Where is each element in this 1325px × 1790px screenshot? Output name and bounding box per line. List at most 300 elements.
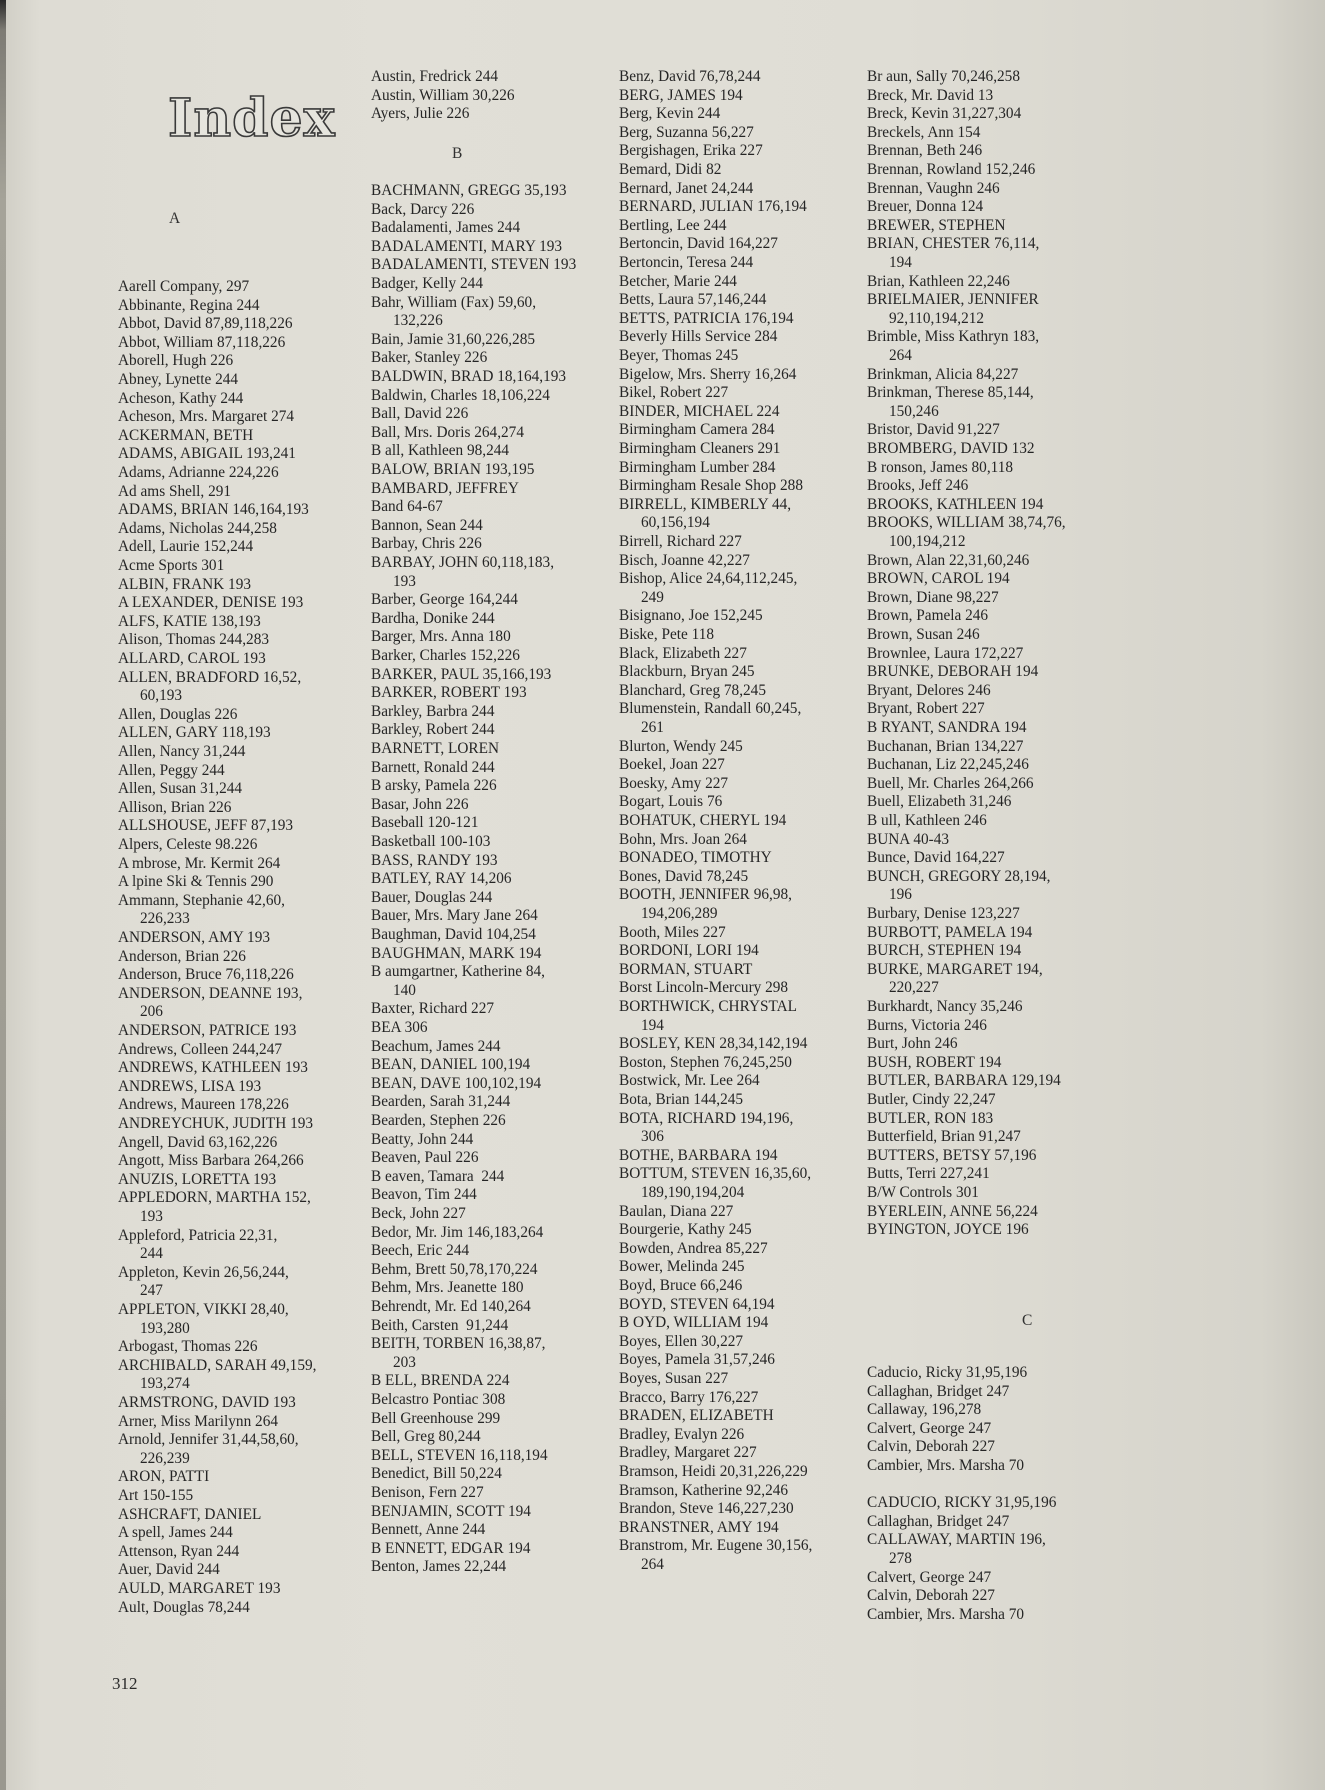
entry-text: Bearden, Sarah 31,244 bbox=[371, 1093, 511, 1111]
index-entry bbox=[619, 403, 779, 422]
index-entry bbox=[118, 1524, 233, 1543]
entry-text: ARON, PATTI bbox=[118, 1468, 210, 1486]
index-entry bbox=[371, 1279, 524, 1298]
index-entry bbox=[619, 198, 807, 217]
entry-text: Brooks, Jeff 246 bbox=[867, 477, 969, 495]
index-entry bbox=[619, 682, 766, 701]
index-entry bbox=[118, 1096, 289, 1115]
index-entry bbox=[118, 1338, 258, 1357]
entry-text: Brian, Kathleen 22,246 bbox=[867, 272, 1010, 290]
entry-text: Beaven, Paul 226 bbox=[371, 1149, 479, 1167]
entry-text: Bisignano, Joe 152,245 bbox=[619, 607, 763, 625]
entry-text: Bota, Brian 144,245 bbox=[619, 1091, 744, 1108]
entry-text: BACHMANN, GREGG 35,193 bbox=[371, 182, 567, 199]
entry-text: BOTHE, BARBARA 194 bbox=[619, 1146, 778, 1164]
entry-text: Arnold, Jennifer 31,44,58,60, bbox=[118, 1431, 299, 1449]
index-entry bbox=[118, 315, 293, 334]
index-entry bbox=[371, 405, 468, 424]
index-entry bbox=[867, 700, 985, 719]
index-entry bbox=[619, 161, 721, 180]
entry-text: Baker, Stanley 226 bbox=[371, 349, 488, 367]
index-entry bbox=[371, 1131, 473, 1150]
entry-text: Bahr, William (Fax) 59,60, bbox=[371, 293, 537, 311]
entry-continuation: 193,274 bbox=[140, 1375, 190, 1393]
entry-text: Brimble, Miss Kathryn 183, bbox=[867, 328, 1040, 346]
index-entry bbox=[867, 124, 980, 143]
index-entry bbox=[867, 1165, 990, 1184]
section-letter: B bbox=[452, 145, 463, 162]
entry-text: BURCH, STEPHEN 194 bbox=[867, 942, 1022, 960]
entry-text: Beachum, James 244 bbox=[371, 1037, 501, 1055]
entry-text: Betts, Laura 57,146,244 bbox=[619, 291, 767, 309]
index-entry bbox=[118, 1041, 282, 1060]
index-entry bbox=[118, 352, 233, 371]
index-entry bbox=[867, 87, 993, 106]
index-entry bbox=[619, 868, 748, 887]
index-entry bbox=[371, 442, 509, 461]
index-entry bbox=[118, 520, 277, 539]
index-entry bbox=[118, 1264, 289, 1301]
index-entry bbox=[619, 142, 763, 161]
entry-text: Bertoncin, Teresa 244 bbox=[619, 254, 754, 271]
index-entry bbox=[619, 1277, 742, 1296]
entry-text: Buchanan, Brian 134,227 bbox=[867, 737, 1024, 755]
entry-text: Calvin, Deborah 227 bbox=[867, 1587, 995, 1605]
index-entry bbox=[619, 235, 778, 254]
entry-text: Bigelow, Mrs. Sherry 16,264 bbox=[619, 365, 797, 383]
entry-text: Bramson, Katherine 92,246 bbox=[619, 1481, 789, 1499]
entry-text: Behm, Brett 50,78,170,224 bbox=[371, 1260, 538, 1278]
index-entry bbox=[619, 1072, 760, 1091]
index-entry bbox=[867, 719, 1027, 738]
index-entry bbox=[371, 666, 551, 685]
index-entry bbox=[619, 1407, 774, 1426]
entry-text: Bertling, Lee 244 bbox=[619, 216, 727, 234]
entry-text: Booth, Miles 227 bbox=[619, 923, 726, 941]
index-entry bbox=[371, 1410, 500, 1429]
entry-text: A mbrose, Mr. Kermit 264 bbox=[118, 854, 281, 872]
index-entry bbox=[118, 1487, 193, 1506]
entry-text: Anderson, Bruce 76,118,226 bbox=[118, 966, 294, 984]
entry-text: Boekel, Joan 227 bbox=[619, 756, 725, 774]
page-title: Index bbox=[168, 88, 336, 149]
index-entry bbox=[867, 1147, 1036, 1166]
entry-text: BOSLEY, KEN 28,34,142,194 bbox=[619, 1035, 808, 1053]
entry-text: Bradley, Evalyn 226 bbox=[619, 1425, 745, 1443]
index-entry bbox=[619, 533, 742, 552]
index-entry bbox=[371, 68, 498, 87]
index-entry bbox=[619, 124, 754, 143]
entry-text: B aumgartner, Katherine 84, bbox=[371, 963, 545, 981]
index-entry bbox=[371, 703, 494, 722]
index-entry bbox=[867, 1401, 981, 1420]
index-entry bbox=[867, 1383, 1009, 1402]
index-entry bbox=[867, 1221, 1029, 1240]
index-entry bbox=[371, 721, 494, 740]
entry-text: Beavon, Tim 244 bbox=[371, 1186, 477, 1204]
entry-text: Bedor, Mr. Jim 146,183,264 bbox=[371, 1223, 544, 1241]
index-entry bbox=[371, 833, 490, 852]
index-entry bbox=[867, 1569, 991, 1588]
entry-continuation: 140 bbox=[393, 981, 416, 999]
entry-text: Boyes, Pamela 31,57,246 bbox=[619, 1351, 775, 1369]
index-entry bbox=[371, 1465, 502, 1484]
entry-text: BUTLER, RON 183 bbox=[867, 1109, 994, 1127]
entry-text: Back, Darcy 226 bbox=[371, 200, 475, 218]
entry-continuation: 132,226 bbox=[393, 312, 443, 330]
entry-text: ARMSTRONG, DAVID 193 bbox=[118, 1394, 296, 1411]
entry-text: Barber, George 164,244 bbox=[371, 591, 518, 609]
index-entry bbox=[118, 1431, 299, 1468]
entry-text: Bauer, Mrs. Mary Jane 264 bbox=[371, 907, 538, 925]
entry-text: Bogart, Louis 76 bbox=[619, 793, 723, 811]
index-entry bbox=[867, 180, 1000, 199]
entry-text: A spell, James 244 bbox=[118, 1524, 233, 1542]
entry-text: Buchanan, Liz 22,245,246 bbox=[867, 756, 1029, 774]
index-entry bbox=[619, 812, 786, 831]
index-entry bbox=[619, 849, 772, 868]
entry-text: Bracco, Barry 176,227 bbox=[619, 1388, 759, 1406]
index-entry bbox=[619, 1351, 775, 1370]
entry-text: BURBOTT, PAMELA 194 bbox=[867, 923, 1033, 941]
index-entry bbox=[619, 570, 797, 607]
index-entry bbox=[619, 756, 725, 775]
entry-text: Barker, Charles 152,226 bbox=[371, 647, 520, 664]
entry-text: Brown, Diane 98,227 bbox=[867, 588, 999, 606]
index-entry bbox=[619, 328, 777, 347]
entry-text: BADALAMENTI, STEVEN 193 bbox=[371, 256, 577, 274]
index-entry bbox=[619, 1519, 779, 1538]
index-entry bbox=[371, 926, 536, 945]
index-entry bbox=[118, 817, 293, 836]
entry-continuation: 60,193 bbox=[140, 687, 183, 705]
index-entry bbox=[867, 552, 1029, 571]
entry-continuation: 194,206,289 bbox=[641, 904, 718, 922]
index-entry bbox=[118, 1059, 308, 1078]
index-entry bbox=[371, 331, 535, 350]
entry-text: Alpers, Celeste 98.226 bbox=[118, 836, 258, 853]
entry-text: Ball, David 226 bbox=[371, 405, 469, 423]
entry-text: Burkhardt, Nancy 35,246 bbox=[867, 998, 1023, 1015]
entry-continuation: 244 bbox=[140, 1245, 163, 1263]
entry-text: Bemard, Didi 82 bbox=[619, 161, 722, 178]
entry-text: BROOKS, KATHLEEN 194 bbox=[867, 495, 1044, 513]
entry-text: Bennett, Anne 244 bbox=[371, 1521, 486, 1539]
entry-text: ASHCRAFT, DANIEL bbox=[118, 1505, 262, 1523]
index-entry bbox=[118, 1022, 296, 1041]
index-entry bbox=[371, 1168, 504, 1187]
entry-text: Art 150-155 bbox=[118, 1487, 194, 1504]
index-entry bbox=[118, 780, 242, 799]
index-entry bbox=[867, 477, 968, 496]
entry-text: Ayers, Julie 226 bbox=[371, 105, 470, 123]
entry-continuation: 100,194,212 bbox=[889, 532, 966, 550]
entry-text: ANDERSON, DEANNE 193, bbox=[118, 984, 303, 1002]
index-entry bbox=[619, 1054, 792, 1073]
entry-text: Bisch, Joanne 42,227 bbox=[619, 551, 750, 569]
entry-text: APPLETON, VIKKI 28,40, bbox=[118, 1301, 289, 1318]
entry-text: Beck, John 227 bbox=[371, 1205, 466, 1222]
index-entry bbox=[118, 1152, 304, 1171]
index-entry bbox=[619, 663, 755, 682]
entry-continuation: 226,239 bbox=[140, 1449, 190, 1467]
index-entry bbox=[371, 201, 474, 220]
entry-text: Burt, John 246 bbox=[867, 1035, 958, 1053]
entry-text: Bikel, Robert 227 bbox=[619, 384, 729, 402]
index-entry bbox=[118, 799, 231, 818]
index-entry bbox=[371, 945, 541, 964]
entry-text: B RYANT, SANDRA 194 bbox=[867, 719, 1027, 736]
index-entry bbox=[867, 1494, 1056, 1513]
entry-text: Badger, Kelly 244 bbox=[371, 275, 483, 292]
index-entry bbox=[867, 198, 983, 217]
entry-text: Calvin, Deborah 227 bbox=[867, 1438, 995, 1456]
index-entry bbox=[619, 87, 743, 106]
entry-text: Bearden, Stephen 226 bbox=[371, 1112, 506, 1129]
index-entry bbox=[118, 1580, 280, 1599]
entry-text: Bauer, Douglas 244 bbox=[371, 888, 493, 906]
entry-text: BATLEY, RAY 14,206 bbox=[371, 870, 512, 888]
entry-continuation: 193,280 bbox=[140, 1319, 190, 1337]
index-entry bbox=[619, 366, 796, 385]
index-entry bbox=[118, 1227, 277, 1264]
index-entry bbox=[371, 1019, 428, 1038]
entry-text: BUNCH, GREGORY 28,194, bbox=[867, 867, 1051, 885]
entry-text: Benton, James 22,244 bbox=[371, 1558, 507, 1576]
index-entry bbox=[118, 929, 270, 948]
entry-text: Calvert, George 247 bbox=[867, 1568, 992, 1586]
page-number: 312 bbox=[112, 1674, 138, 1693]
index-entry bbox=[619, 979, 788, 998]
entry-text: Boyd, Bruce 66,246 bbox=[619, 1277, 743, 1294]
index-entry bbox=[867, 1364, 1027, 1383]
entry-text: BINDER, MICHAEL 224 bbox=[619, 402, 780, 420]
entry-text: Baughman, David 104,254 bbox=[371, 926, 536, 943]
index-entry bbox=[867, 961, 1043, 998]
entry-text: Brinkman, Alicia 84,227 bbox=[867, 365, 1019, 383]
index-entry bbox=[118, 445, 296, 464]
entry-text: CADUCIO, RICKY 31,95,196 bbox=[867, 1494, 1057, 1512]
index-entry bbox=[118, 464, 279, 483]
index-entry bbox=[867, 1531, 1046, 1568]
entry-text: Ad ams Shell, 291 bbox=[118, 482, 232, 500]
entry-text: Bradley, Margaret 227 bbox=[619, 1444, 757, 1462]
entry-text: Birmingham Lumber 284 bbox=[619, 458, 776, 476]
entry-text: Birmingham Resale Shop 288 bbox=[619, 477, 803, 495]
entry-text: Bain, Jamie 31,60,226,285 bbox=[371, 330, 536, 348]
index-entry bbox=[867, 570, 1010, 589]
entry-text: Belcastro Pontiac 308 bbox=[371, 1391, 506, 1408]
index-entry bbox=[619, 1389, 758, 1408]
entry-text: ANDERSON, AMY 193 bbox=[118, 929, 270, 946]
index-entry bbox=[867, 1203, 1038, 1222]
entry-text: Bourgerie, Kathy 245 bbox=[619, 1221, 752, 1239]
entry-text: Angott, Miss Barbara 264,266 bbox=[118, 1152, 304, 1170]
index-entry bbox=[118, 836, 257, 855]
index-entry bbox=[867, 1420, 991, 1439]
index-entry bbox=[371, 387, 550, 406]
index-entry bbox=[619, 793, 722, 812]
entry-text: AULD, MARGARET 193 bbox=[118, 1580, 281, 1597]
entry-text: ALBIN, FRANK 193 bbox=[118, 575, 252, 593]
entry-continuation: 196 bbox=[889, 886, 912, 904]
entry-text: BADALAMENTI, MARY 193 bbox=[371, 237, 563, 255]
entry-text: Bostwick, Mr. Lee 264 bbox=[619, 1072, 760, 1090]
entry-text: Brown, Susan 246 bbox=[867, 626, 980, 643]
entry-text: ANUZIS, LORETTA 193 bbox=[118, 1170, 277, 1188]
index-entry bbox=[867, 868, 1050, 905]
entry-text: BOTA, RICHARD 194,196, bbox=[619, 1109, 794, 1127]
entry-text: BEITH, TORBEN 16,38,87, bbox=[371, 1335, 546, 1353]
index-entry bbox=[371, 1503, 531, 1522]
entry-text: CALLAWAY, MARTIN 196, bbox=[867, 1531, 1046, 1549]
entry-text: Brennan, Beth 246 bbox=[867, 142, 983, 160]
index-entry bbox=[619, 1258, 745, 1277]
index-entry bbox=[371, 907, 538, 926]
entry-text: ALLEN, BRADFORD 16,52, bbox=[118, 668, 302, 686]
entry-text: Berg, Suzanna 56,227 bbox=[619, 123, 754, 141]
index-entry bbox=[867, 273, 1010, 292]
entry-text: Beyer, Thomas 245 bbox=[619, 347, 739, 364]
entry-text: Baldwin, Charles 18,106,224 bbox=[371, 386, 550, 404]
entry-continuation: 226,233 bbox=[140, 910, 190, 928]
entry-continuation: 261 bbox=[641, 718, 664, 736]
entry-text: Birmingham Cleaners 291 bbox=[619, 440, 781, 457]
entry-continuation: 306 bbox=[641, 1128, 664, 1146]
entry-text: Ammann, Stephanie 42,60, bbox=[118, 891, 285, 909]
entry-text: Acheson, Mrs. Margaret 274 bbox=[118, 408, 295, 426]
entry-text: Anderson, Brian 226 bbox=[118, 947, 246, 965]
entry-text: Benison, Fern 227 bbox=[371, 1484, 484, 1501]
entry-text: ARCHIBALD, SARAH 49,159, bbox=[118, 1356, 317, 1374]
entry-text: Breck, Kevin 31,227,304 bbox=[867, 105, 1022, 123]
entry-text: Allen, Peggy 244 bbox=[118, 761, 225, 779]
entry-text: B eaven, Tamara 244 bbox=[371, 1167, 505, 1185]
index-entry bbox=[619, 384, 728, 403]
entry-text: Bones, David 78,245 bbox=[619, 867, 749, 885]
entry-text: BIRRELL, KIMBERLY 44, bbox=[619, 495, 792, 513]
index-entry bbox=[371, 591, 518, 610]
entry-text: ANDREWS, LISA 193 bbox=[118, 1077, 262, 1095]
index-entry bbox=[867, 1587, 995, 1606]
index-entry bbox=[118, 613, 261, 632]
index-entry bbox=[619, 886, 792, 923]
entry-text: BOTTUM, STEVEN 16,35,60, bbox=[619, 1165, 812, 1183]
index-entry bbox=[118, 483, 231, 502]
entry-text: BRANSTNER, AMY 194 bbox=[619, 1518, 779, 1536]
index-entry bbox=[371, 517, 483, 536]
entry-text: Boesky, Amy 227 bbox=[619, 774, 729, 792]
index-entry bbox=[118, 297, 259, 316]
entry-text: Beech, Eric 244 bbox=[371, 1242, 470, 1260]
index-entry bbox=[371, 759, 495, 778]
index-entry bbox=[118, 1078, 261, 1097]
entry-text: BORTHWICK, CHRYSTAL bbox=[619, 998, 798, 1015]
entry-text: Betcher, Marie 244 bbox=[619, 272, 737, 290]
index-entry bbox=[118, 538, 253, 557]
entry-text: Buell, Mr. Charles 264,266 bbox=[867, 774, 1034, 792]
entry-text: BYERLEIN, ANNE 56,224 bbox=[867, 1202, 1038, 1220]
entry-text: Brownlee, Laura 172,227 bbox=[867, 644, 1024, 662]
index-entry bbox=[867, 1054, 1001, 1073]
index-entry bbox=[619, 291, 766, 310]
entry-text: Aarell Company, 297 bbox=[118, 278, 250, 295]
entry-text: Burns, Victoria 246 bbox=[867, 1016, 987, 1034]
index-entry bbox=[867, 738, 1023, 757]
entry-text: Abbinante, Regina 244 bbox=[118, 296, 260, 314]
entry-text: Caducio, Ricky 31,95,196 bbox=[867, 1364, 1028, 1381]
entry-continuation: 194 bbox=[889, 253, 912, 271]
entry-text: ACKERMAN, BETH bbox=[118, 426, 254, 444]
entry-text: Bannon, Sean 244 bbox=[371, 516, 483, 534]
index-entry bbox=[867, 793, 1011, 812]
entry-text: Abbot, David 87,89,118,226 bbox=[118, 315, 293, 333]
entry-continuation: 193 bbox=[140, 1207, 163, 1225]
entry-text: Bishop, Alice 24,64,112,245, bbox=[619, 570, 798, 588]
index-entry bbox=[867, 831, 949, 850]
entry-text: Calvert, George 247 bbox=[867, 1419, 992, 1437]
index-entry bbox=[867, 1513, 1009, 1532]
entry-text: BALDWIN, BRAD 18,164,193 bbox=[371, 368, 567, 385]
index-entry bbox=[371, 628, 511, 647]
index-entry bbox=[371, 1056, 530, 1075]
index-entry bbox=[118, 1599, 250, 1618]
entry-text: Adell, Laurie 152,244 bbox=[118, 538, 254, 556]
index-entry bbox=[867, 291, 1039, 328]
index-entry bbox=[118, 743, 245, 762]
entry-text: BARKER, PAUL 35,166,193 bbox=[371, 665, 552, 683]
index-entry bbox=[867, 924, 1032, 943]
entry-text: Breck, Mr. David 13 bbox=[867, 86, 994, 104]
index-entry bbox=[371, 182, 566, 201]
index-entry bbox=[619, 1482, 788, 1501]
index-entry bbox=[371, 275, 483, 294]
entry-text: Ault, Douglas 78,244 bbox=[118, 1598, 250, 1616]
index-entry bbox=[619, 1091, 743, 1110]
index-entry bbox=[371, 852, 498, 871]
entry-text: Austin, Fredrick 244 bbox=[371, 68, 499, 85]
index-entry bbox=[867, 1457, 1024, 1476]
index-entry bbox=[371, 1093, 510, 1112]
index-entry bbox=[867, 1110, 993, 1129]
index-entry bbox=[118, 371, 238, 390]
entry-text: Arbogast, Thomas 226 bbox=[118, 1338, 258, 1356]
entry-text: Brennan, Vaughn 246 bbox=[867, 179, 1000, 197]
index-entry bbox=[619, 217, 726, 236]
entry-text: Band 64-67 bbox=[371, 498, 443, 516]
entry-text: BERNARD, JULIAN 176,194 bbox=[619, 198, 807, 216]
entry-text: Brennan, Rowland 152,246 bbox=[867, 161, 1036, 178]
index-entry bbox=[867, 626, 980, 645]
entry-text: Cambier, Mrs. Marsha 70 bbox=[867, 1605, 1025, 1623]
entry-text: Breckels, Ann 154 bbox=[867, 123, 981, 141]
index-entry bbox=[619, 1333, 743, 1352]
index-entry bbox=[867, 459, 1013, 478]
entry-text: Andrews, Colleen 244,247 bbox=[118, 1040, 282, 1058]
index-entry bbox=[118, 1301, 289, 1338]
entry-text: Alison, Thomas 244,283 bbox=[118, 631, 269, 649]
index-entry bbox=[619, 607, 763, 626]
entry-text: BETTS, PATRICIA 176,194 bbox=[619, 309, 794, 327]
index-entry bbox=[371, 424, 524, 443]
index-entry bbox=[371, 1428, 481, 1447]
entry-text: ANDREWS, KATHLEEN 193 bbox=[118, 1059, 308, 1077]
index-entry bbox=[867, 942, 1021, 961]
index-entry bbox=[118, 650, 266, 669]
index-entry bbox=[867, 682, 991, 701]
entry-text: Bohn, Mrs. Joan 264 bbox=[619, 830, 747, 848]
entry-text: Borst Lincoln-Mercury 298 bbox=[619, 979, 789, 997]
